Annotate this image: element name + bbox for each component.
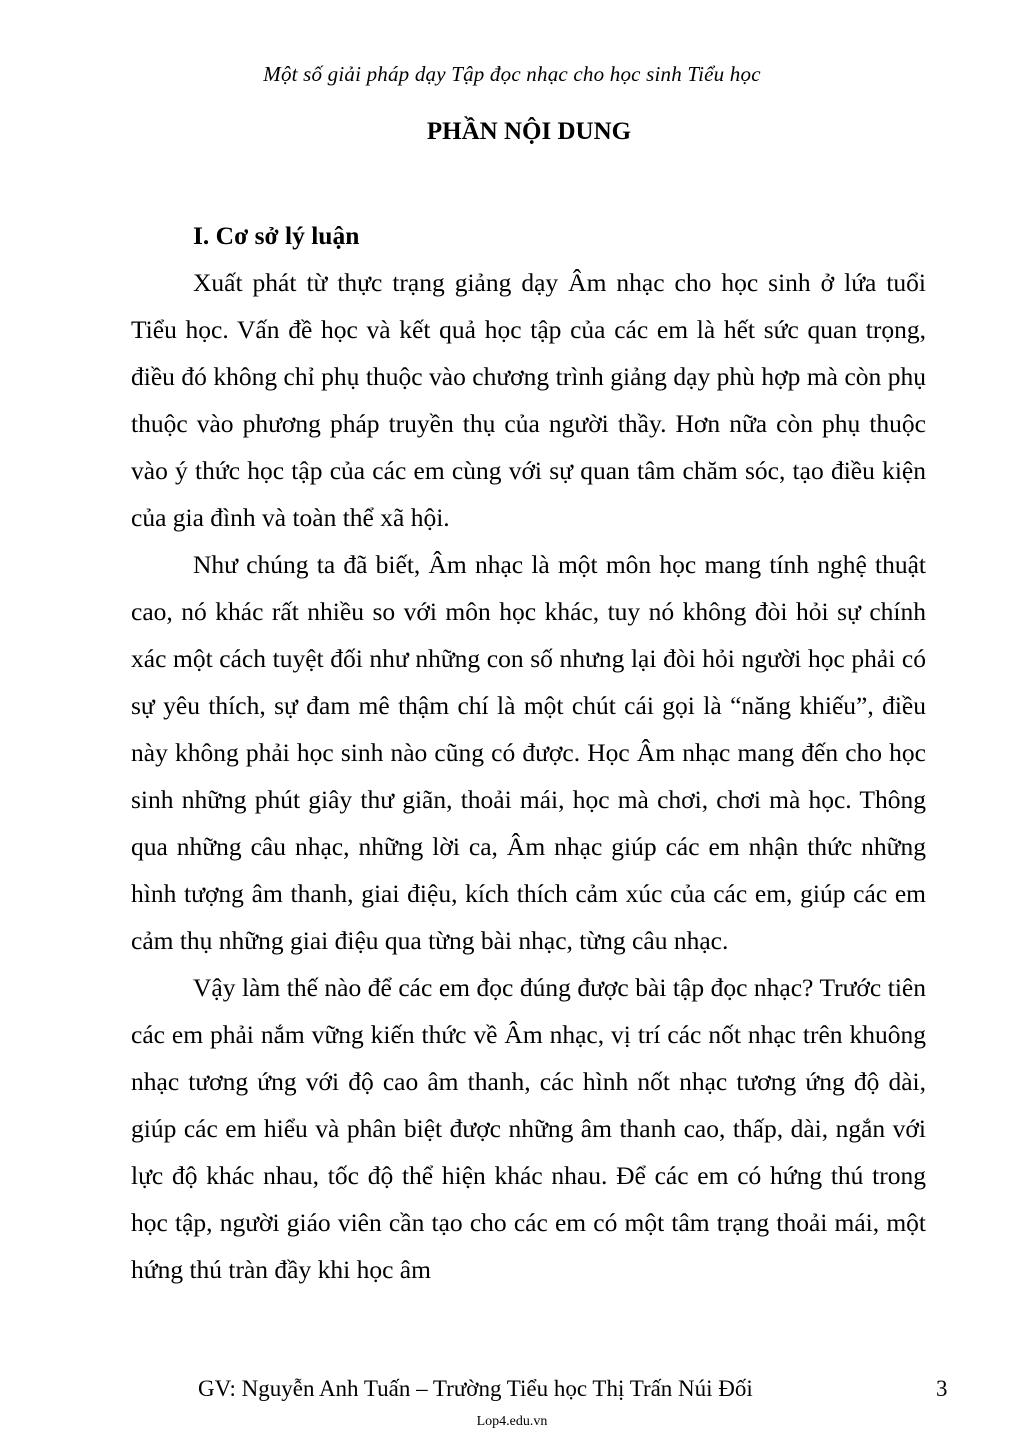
body-content: [131, 212, 926, 1293]
paragraph: Vậy làm thế nào để các em đọc đúng được bài tập đọc nhạc? Trước tiên các em phải nắm vững kiến thức về Âm nhạc, vị trí các nốt nhạc trên khuông nhạc tương ứng với độ cao âm thanh, các hình nốt nhạc tương ứng độ dài, giúp các em hiểu và phân biệt được những âm thanh cao, thấp, dài, ngắn với lực độ khác nhau, tốc độ thể hiện khác nhau. Để các em có hứng thú trong học tập, người giáo viên cần tạo cho các em có một tâm trạng thoải mái, một hứng thú tràn đầy khi học âm: [131, 973, 926, 1284]
paragraph: Như chúng ta đã biết, Âm nhạc là một môn học mang tính nghệ thuật cao, nó khác rất nhiều so với môn học khác, tuy nó không đòi hỏi sự chính xác một cách tuyệt đối như những con số nhưng lại đòi hỏi người học phải có sự yêu thích, sự đam mê thậm chí là một chút cái gọi là “năng khiếu”, điều này không phải học sinh nào cũng có được. Học Âm nhạc mang đến cho học sinh những phút giây thư giãn, thoải mái, học mà chơi, chơi mà học. Thông qua những câu nhạc, những lời ca, Âm nhạc giúp các em nhận thức những hình tượng âm thanh, giai điệu, kích thích cảm xúc của các em, giúp các em cảm thụ những giai điệu qua từng bài nhạc, từng câu nhạc.: [131, 550, 926, 955]
section-title: PHẦN NỘI DUNG: [426, 118, 632, 145]
running-header: Một số giải pháp dạy Tập đọc nhạc cho học sinh Tiểu học: [263, 62, 761, 86]
footer-author-line: GV: Nguyễn Anh Tuấn – Trường Tiểu học Thị Trấn Núi Đối: [198, 1376, 753, 1401]
watermark: Lop4.edu.vn: [476, 1414, 548, 1429]
paragraph: Xuất phát từ thực trạng giảng dạy Âm nhạc cho học sinh ở lứa tuổi Tiểu học. Vấn đề học và kết quả học tập của các em là hết sức quan trọng, điều đó không chỉ phụ thuộc vào chương trình giảng dạy phù hợp mà còn phụ thuộc vào phương pháp truyền thụ của người thầy. Hơn nữa còn phụ thuộc vào ý thức học tập của các em cùng với sự quan tâm chăm sóc, tạo điều kiện của gia đình và toàn thể xã hội.: [131, 268, 926, 532]
subsection-heading: I. Cơ sở lý luận: [193, 221, 360, 250]
page-number: 3: [936, 1376, 948, 1401]
